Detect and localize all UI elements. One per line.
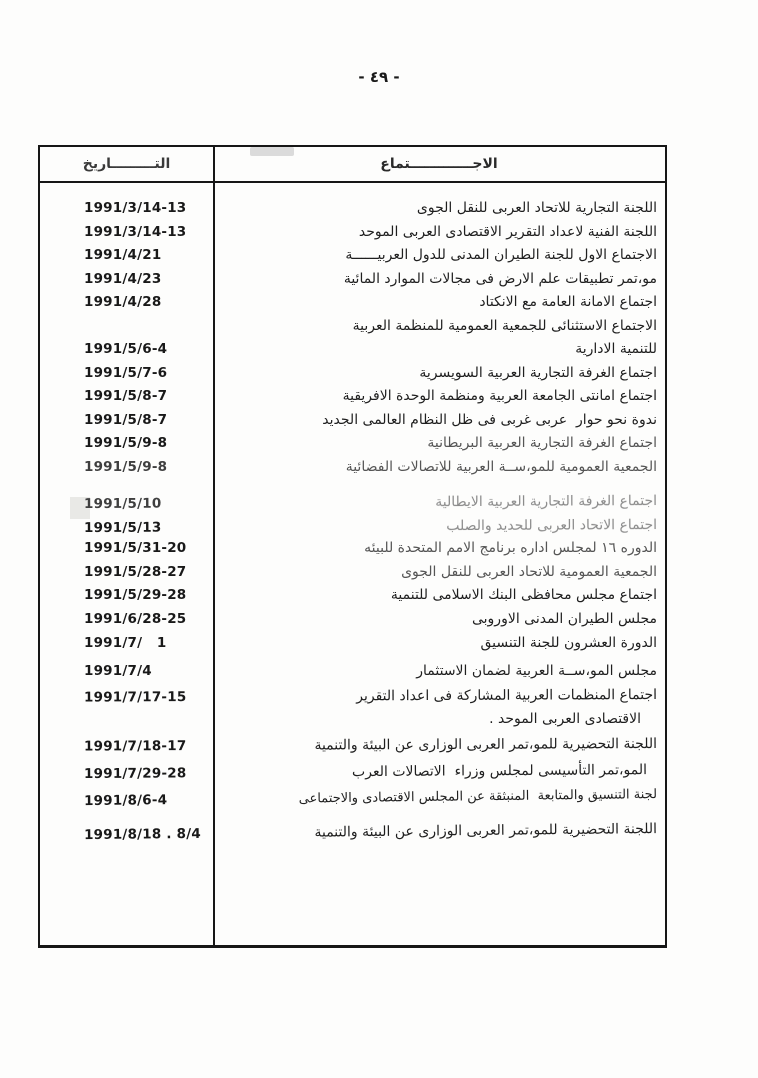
date-cell: 1991/5/31-20: [84, 540, 187, 556]
meeting-cell: اجتماع الامانة العامة مع الانكتاد: [479, 294, 657, 310]
meeting-cell: اجتماع المنظمات العربية المشاركة فى اعداد التقرير: [356, 687, 658, 705]
table-row: [40, 291, 665, 315]
table-row: [40, 632, 665, 656]
meeting-cell: اللجنة الفنية لاعداد التقرير الاقتصادى العربى الموحد: [358, 223, 657, 240]
table-row: [40, 733, 665, 759]
date-cell: 1991/5/29-28: [84, 587, 187, 603]
table-row: [40, 684, 665, 710]
table-row: [40, 432, 665, 456]
date-cell: 1991/5/9-8: [84, 435, 168, 451]
date-cell: 1991/5/13: [83, 519, 162, 536]
table-row: [40, 490, 665, 517]
meeting-cell: اجتماع الغرفة التجارية العربية السويسرية: [419, 364, 657, 381]
table-row: [40, 537, 665, 561]
meeting-cell: اللجنة التجارية للاتحاد العربى للنقل الجوى: [416, 200, 657, 216]
date-cell: 1991/5/8-7: [84, 411, 168, 428]
table-row: [40, 221, 665, 245]
meeting-cell: اجتماع الاتحاد العربى للحديد والصلب: [446, 516, 658, 534]
meeting-cell: الجمعية العمومية للمو،ســة العربية للاتصالات الفضائية: [345, 458, 657, 475]
date-cell: 1991/4/23: [84, 270, 162, 287]
meeting-cell: الاجتماع الاستثنائى للجمعية العمومية للمنظمة العربية: [352, 317, 657, 334]
meeting-cell: اجتماع مجلس محافظى البنك الاسلامى للتنمية: [390, 587, 657, 603]
table-row: [40, 456, 665, 480]
table-row: [40, 783, 665, 814]
meeting-cell: الدورة العشرون للجنة التنسيق: [480, 635, 657, 651]
date-cell: 1991/3/14-13: [84, 223, 187, 240]
table-row: [40, 561, 665, 585]
meeting-cell: الدوره ١٦ لمجلس اداره برنامج الامم المتحدة للبيئه: [364, 540, 657, 556]
table-header-row: [40, 147, 665, 183]
meeting-cell: الاجتماع الاول للجنة الطيران المدنى للدول العربيــــــة: [345, 247, 657, 263]
table-row: [40, 197, 665, 221]
date-cell: 1991/3/14-13: [84, 200, 187, 216]
meeting-cell: مو،تمر تطبيقات علم الارض فى مجالات الموارد المائية: [343, 270, 657, 287]
page-number: - ٤٩ -: [358, 68, 400, 86]
date-cell: 1991/5/9-8: [84, 458, 168, 475]
table-row: [40, 514, 665, 541]
meeting-cell: لجنة التنسيق والمتابعة المنبثقة عن المجلس الاقتصادى والاجتماعى: [298, 787, 658, 807]
table-row: [40, 818, 665, 848]
date-cell: 1991/6/28-25: [84, 610, 187, 627]
date-cell: 1991/7/29-28: [83, 764, 187, 782]
date-cell: 1991/8/6-4: [83, 792, 168, 810]
table-row: [40, 708, 665, 732]
meeting-cell: الاقتصادى العربى الموحد .: [489, 710, 641, 727]
table-row: [40, 409, 665, 433]
table-row: [40, 338, 665, 362]
table-row: [40, 362, 665, 386]
date-column-header: التـــــــــاريخ: [82, 156, 171, 172]
date-cell: 1991/7/4: [84, 662, 152, 679]
column-divider: [213, 147, 215, 945]
date-cell: 1991/7/17-15: [83, 689, 187, 706]
meetings-table: [38, 145, 667, 948]
table-row: [40, 584, 665, 608]
date-cell: 1991/5/10: [83, 495, 162, 513]
date-cell: 1991/5/8-7: [84, 388, 168, 404]
date-cell: 1991/7/18-17: [83, 738, 187, 755]
meeting-cell: الجمعية العمومية للاتحاد العربى للنقل الجوى: [401, 563, 657, 580]
meeting-cell: اجتماع الغرفة التجارية العربية الايطالية: [435, 493, 658, 511]
table-body: [40, 183, 665, 841]
table-row: [40, 759, 665, 787]
table-row: [40, 608, 665, 632]
meeting-cell: اجتماع الغرفة التجارية العربية البريطانية: [427, 435, 657, 451]
meeting-cell: المو،تمر التأسيسى لمجلس وزراء الاتصالات العرب: [351, 761, 648, 780]
date-cell: 1991/5/7-6: [84, 364, 168, 381]
date-cell: 1991/4/21: [84, 247, 162, 263]
meeting-cell: اللجنة التحضيرية للمو،تمر العربى الوزارى عن البيئة والتنمية: [314, 820, 658, 841]
date-cell: 1991/4/28: [84, 294, 162, 310]
table-row: [40, 385, 665, 409]
meeting-cell: ندوة نحو حوار عربى غربى فى ظل النظام العالمى الجديد: [322, 411, 657, 428]
date-cell: 1991/5/6-4: [84, 341, 168, 357]
meeting-cell: اجتماع امانتى الجامعة العربية ومنظمة الوحدة الافريقية: [342, 388, 657, 404]
table-row: [40, 244, 665, 268]
table-row: [40, 660, 665, 684]
date-cell: 1991/8/18 . 8/4: [83, 825, 201, 843]
date-cell: 1991/7/ 1: [84, 635, 167, 651]
meeting-cell: مجلس الطيران المدنى الاوروبى: [471, 610, 657, 627]
meeting-cell: مجلس المو،ســة العربية لضمان الاستثمار: [416, 662, 657, 679]
meeting-column-header: الاجـــــــــــــتماع: [380, 156, 498, 172]
table-row: [40, 268, 665, 292]
meeting-cell: للتنمية الادارية: [575, 341, 657, 357]
date-cell: 1991/5/28-27: [84, 563, 187, 580]
meeting-cell: اللجنة التحضيرية للمو،تمر العربى الوزارى عن البيئة والتنمية: [314, 736, 658, 754]
table-row: [40, 315, 665, 339]
